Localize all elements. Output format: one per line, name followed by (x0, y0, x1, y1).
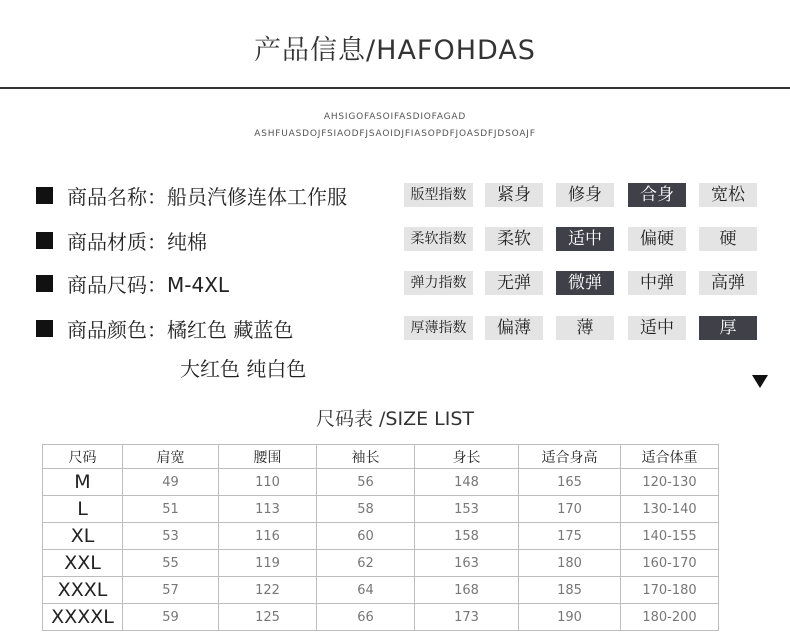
fit-index-label: 版型指数 (404, 183, 473, 207)
table-cell: 158 (415, 523, 519, 550)
triangle-down-icon (752, 375, 768, 388)
table-cell: 170 (519, 496, 621, 523)
table-row (43, 523, 719, 550)
prop-color: 商品颜色：橘红色 藏蓝色 (67, 318, 294, 342)
table-cell: 66 (317, 604, 415, 631)
prop-name: 商品名称：船员汽修连体工作服 (67, 185, 347, 209)
scale-option: 高弹 (699, 271, 757, 295)
title-divider (0, 87, 790, 89)
scale-option: 偏硬 (628, 227, 686, 251)
scale-option: 无弹 (485, 271, 543, 295)
table-cell: 49 (123, 469, 219, 496)
table-cell: 116 (219, 523, 317, 550)
table-cell: 51 (123, 496, 219, 523)
table-row (43, 550, 719, 577)
table-cell: 120-130 (621, 469, 719, 496)
col-header: 腰围 (219, 445, 317, 469)
table-cell: 119 (219, 550, 317, 577)
table-cell: 180-200 (621, 604, 719, 631)
table-cell: 168 (415, 577, 519, 604)
table-cell: XXL (43, 550, 123, 577)
scale-option: 紧身 (485, 183, 543, 207)
table-cell: 125 (219, 604, 317, 631)
table-cell: XL (43, 523, 123, 550)
table-cell: 180 (519, 550, 621, 577)
scale-option: 硬 (699, 227, 757, 251)
table-cell: 113 (219, 496, 317, 523)
table-cell: 185 (519, 577, 621, 604)
table-cell: L (43, 496, 123, 523)
table-cell: 173 (415, 604, 519, 631)
table-cell: 56 (317, 469, 415, 496)
scale-option: 宽松 (699, 183, 757, 207)
table-cell: XXXXL (43, 604, 123, 631)
prop-color-line2: 大红色 纯白色 (180, 357, 307, 381)
table-cell: 55 (123, 550, 219, 577)
table-cell: 122 (219, 577, 317, 604)
col-header: 尺码 (43, 445, 123, 469)
elasticity-index-label: 弹力指数 (404, 271, 473, 295)
table-cell: 165 (519, 469, 621, 496)
scale-option-selected: 微弹 (556, 271, 614, 295)
scale-option: 柔软 (485, 227, 543, 251)
table-cell: 62 (317, 550, 415, 577)
table-cell: 59 (123, 604, 219, 631)
bullet-square-icon (36, 187, 53, 204)
table-cell: 53 (123, 523, 219, 550)
table-cell: 64 (317, 577, 415, 604)
table-cell: 58 (317, 496, 415, 523)
size-list-title: 尺码表 /SIZE LIST (315, 408, 475, 430)
table-row (43, 577, 719, 604)
table-cell: 140-155 (621, 523, 719, 550)
scale-option-selected: 厚 (699, 316, 757, 340)
table-cell: XXXL (43, 577, 123, 604)
size-table (42, 444, 719, 631)
table-cell: 175 (519, 523, 621, 550)
table-row (43, 604, 719, 631)
table-cell: 110 (219, 469, 317, 496)
col-header: 肩宽 (123, 445, 219, 469)
prop-material: 商品材质：纯棉 (67, 230, 207, 254)
table-cell: M (43, 469, 123, 496)
subtitle-line-1: AHSIGOFASOIFASDIOFAGAD (323, 112, 467, 122)
bullet-square-icon (36, 232, 53, 249)
col-header: 适合体重 (621, 445, 719, 469)
prop-size: 商品尺码：M-4XL (67, 273, 230, 297)
table-cell: 148 (415, 469, 519, 496)
page-title: 产品信息/HAFOHDAS (254, 35, 536, 66)
table-cell: 160-170 (621, 550, 719, 577)
bullet-square-icon (36, 275, 53, 292)
thickness-index-label: 厚薄指数 (404, 316, 473, 340)
scale-option: 中弹 (628, 271, 686, 295)
scale-option: 薄 (556, 316, 614, 340)
table-cell: 60 (317, 523, 415, 550)
col-header: 身长 (415, 445, 519, 469)
bullet-square-icon (36, 320, 53, 337)
table-cell: 130-140 (621, 496, 719, 523)
scale-option: 偏薄 (485, 316, 543, 340)
table-row (43, 496, 719, 523)
col-header: 袖长 (317, 445, 415, 469)
table-cell: 170-180 (621, 577, 719, 604)
table-cell: 163 (415, 550, 519, 577)
col-header: 适合身高 (519, 445, 621, 469)
table-cell: 190 (519, 604, 621, 631)
scale-option: 适中 (628, 316, 686, 340)
scale-option: 修身 (556, 183, 614, 207)
table-cell: 153 (415, 496, 519, 523)
table-cell: 57 (123, 577, 219, 604)
scale-option-selected: 合身 (628, 183, 686, 207)
scale-option-selected: 适中 (556, 227, 614, 251)
subtitle-line-2: ASHFUASDOJFSIAODFJSAOIDJFIASOPDFJOASDFJDSOAJF (254, 129, 536, 139)
table-header-row (43, 445, 719, 469)
softness-index-label: 柔软指数 (404, 227, 473, 251)
table-row (43, 469, 719, 496)
